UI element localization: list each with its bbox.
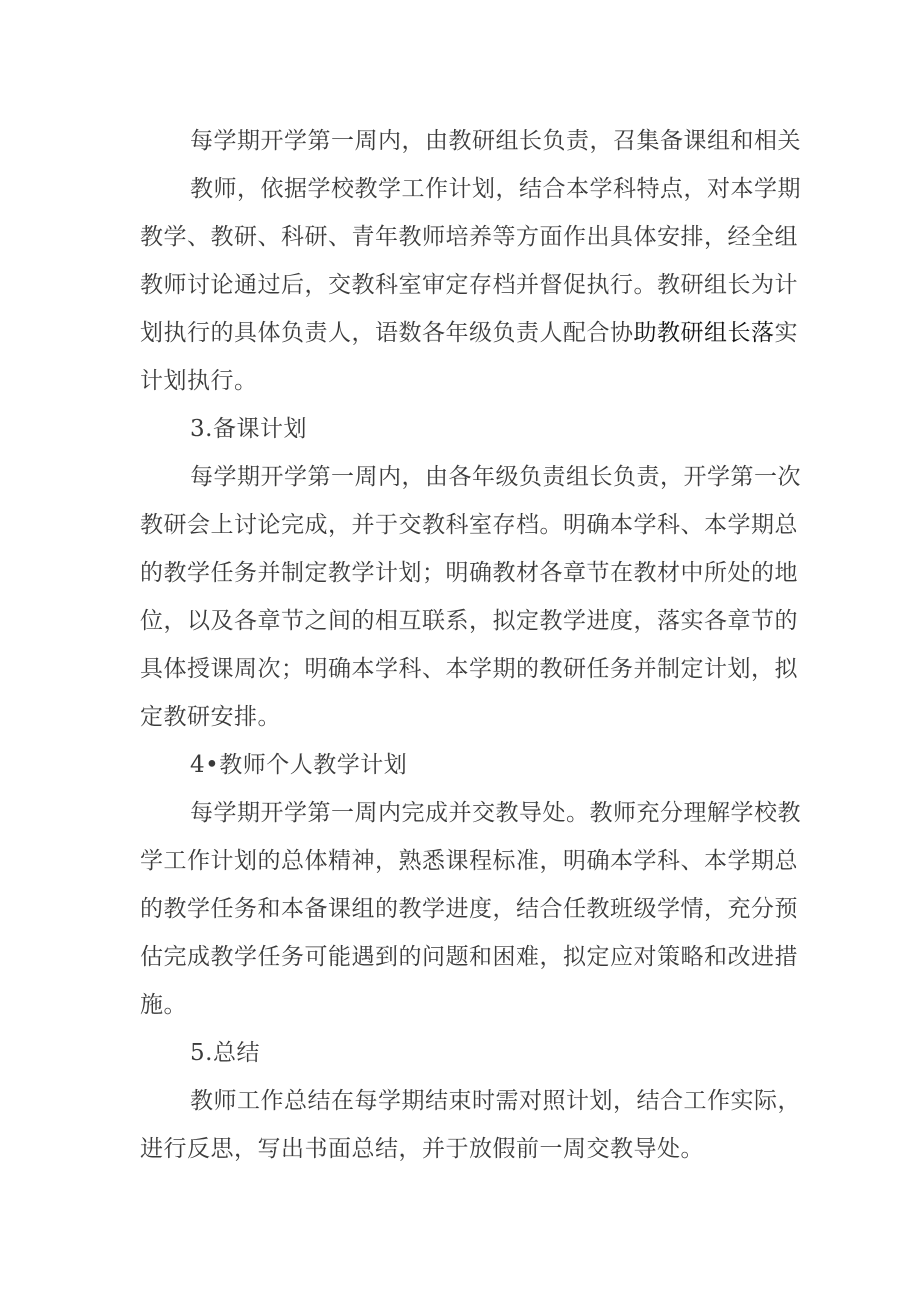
paragraph-1-line-6: 计划执行。 [140,368,258,394]
paragraph-3-line-2: 学工作计划的总体精神，熟悉课程标准，明确本学科、本学期总 [140,848,798,874]
paragraph-2-line-2: 教研会上讨论完成，并于交教科室存档。明确本学科、本学期总 [140,512,798,538]
paragraph-1-line-1: 每学期开学第一周内，由教研组长负责，召集备课组和相关 [190,128,801,154]
paragraph-3-line-1: 每学期开学第一周内完成并交教导处。教师充分理解学校教 [190,800,801,826]
paragraph-3-line-3: 的教学任务和本备课组的教学进度，结合任教班级学情，充分预 [140,896,798,922]
paragraph-1-line-5-text: 划执行的具体负责人，语数各年级负责人配合协 [140,320,634,346]
paragraph-1-line-5-tail: 实 [774,320,798,346]
paragraph-2-line-4: 位，以及各章节之间的相互联系，拟定教学进度，落实各章节的 [140,608,798,634]
paragraph-2-line-1: 每学期开学第一周内，由各年级负责组长负责，开学第一次 [190,464,801,490]
paragraph-3-line-5: 施。 [140,992,187,1018]
paragraph-2-line-6: 定教研安排。 [140,704,281,730]
paragraph-3-line-4: 估完成教学任务可能遇到的问题和困难，拟定应对策略和改进措 [140,944,798,970]
paragraph-2-line-3: 的教学任务并制定教学计划；明确教材各章节在教材中所处的地 [140,560,798,586]
paragraph-1-line-2: 教师，依据学校教学工作计划，结合本学科特点，对本学期 [190,176,801,202]
section-heading-3: 3.备课计划 [190,416,307,442]
paragraph-1-line-5 [140,318,798,348]
paragraph-1-line-5-emphasis: 助教研组长落 [633,320,775,346]
section-heading-4: 4•教师个人教学计划 [190,752,408,778]
paragraph-1-line-3: 教学、教研、科研、青年教师培养等方面作出具体安排，经全组 [140,224,798,250]
paragraph-4-line-2: 进行反思，写出书面总结，并于放假前一周交教导处。 [140,1136,704,1162]
paragraph-2-line-5: 具体授课周次；明确本学科、本学期的教研任务并制定计划，拟 [140,656,798,682]
paragraph-1-line-4: 教师讨论通过后，交教科室审定存档并督促执行。教研组长为计 [140,272,798,298]
paragraph-4-line-1: 教师工作总结在每学期结束时需对照计划，结合工作实际， [190,1088,801,1114]
section-heading-5: 5.总结 [190,1040,260,1066]
